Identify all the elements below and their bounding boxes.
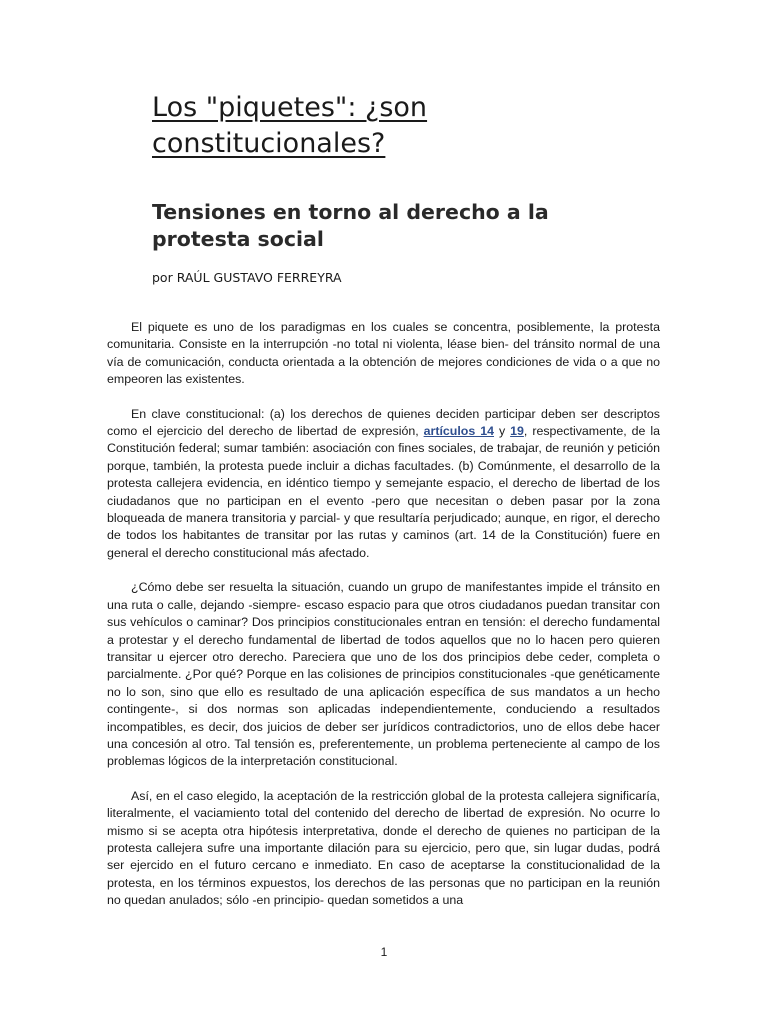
paragraph-2 — [107, 406, 660, 563]
page-number: 1 — [380, 945, 388, 959]
paragraph-3: ¿Cómo debe ser resuelta la situación, cuando un grupo de manifestantes impide el tránsito en una ruta o calle, dejando -siempre- escaso espacio para que otros ciudadanos puedan transitar con sus vehículos o caminar? Dos principios constitucionales entran en tensión: el derecho fundamental a protestar y el derecho fundamental de libertad de todos aquellos que no lo hacen pero quieren transitar u ejercer otro derecho. Pareciera que uno de los dos principios debe ceder, completa o parcialmente. ¿Por qué? Porque en las colisiones de principios constitucionales -que genéticamente no lo son, sino que ello es resultado de una aplicación específica de sus mandatos a un hecho contingente-, si dos normas son aplicadas independientemente, conduciendo a resultados incompatibles, es decir, dos juicios de deber ser jurídicos contradictorios, uno de ellos debe hacer una concesión al otro. Tal tensión es, preferentemente, un problema perteneciente al campo de los problemas lógicos de la interpretación constitucional. — [107, 580, 660, 769]
document-title: Los "piquetes": ¿son constitucionales? — [152, 92, 428, 159]
author-byline: por RAÚL GUSTAVO FERREYRA — [152, 270, 342, 285]
document-body — [107, 319, 660, 927]
paragraph-2-text-b: , respectivamente, de la Constitución federal; sumar también: asociación con fines sociales, de trabajar, de reunión y petición porque, también, la protesta puede incluir a dichas facultades. (b) Comúnmente, el desarrollo de la protesta callejera evidencia, en idéntico tiempo y semejante espacio, el derecho de libertad de los ciudadanos que no participan en el evento -pero que necesitan o deben pasar por la zona bloqueada de manera transitoria y parcial- y que resultaría perjudicado; aunque, en rigor, el derecho de todos los habitantes de transitar por las rutas y caminos (art. 14 de la Constitución) fuere en general el derecho constitucional más afectado. — [107, 424, 660, 560]
paragraph-1: El piquete es uno de los paradigmas en los cuales se concentra, posiblemente, la protesta comunitaria. Consiste en la interrupción -no total ni violenta, léase bien- del tránsito normal de una vía de comunicación, conducta orientada a la obtención de mejores condiciones de vida o a que no empeoren las existentes. — [107, 320, 660, 387]
paragraph-4: Así, en el caso elegido, la aceptación de la restricción global de la protesta callejera significaría, literalmente, el vaciamiento total del contenido del derecho de libertad de expresión. No ocurre lo mismo si se acepta otra hipótesis interpretativa, donde el derecho de quienes no participan de la protesta callejera sufre una importante dilación para su ejercicio, pero que, sin lugar dudas, podrá ser ejercido en el futuro cercano e inmediato. En caso de aceptarse la constitucionalidad de la protesta, en los términos expuestos, los derechos de las personas que no participan en la reunión no quedan anulados; sólo -en principio- quedan sometidos a una — [107, 788, 660, 908]
link-articulo-14[interactable]: artículos 14 — [423, 424, 495, 439]
link-articulo-19[interactable]: 19 — [510, 424, 524, 439]
paragraph-2-conjunction: y — [494, 424, 511, 439]
document-subtitle: Tensiones en torno al derecho a la protesta social — [152, 200, 549, 251]
paragraph-2-text-a: En clave constitucional: (a) los derechos de quienes deciden participar deben ser descriptos como el ejercicio del derecho de libertad de expresión, — [107, 406, 660, 439]
